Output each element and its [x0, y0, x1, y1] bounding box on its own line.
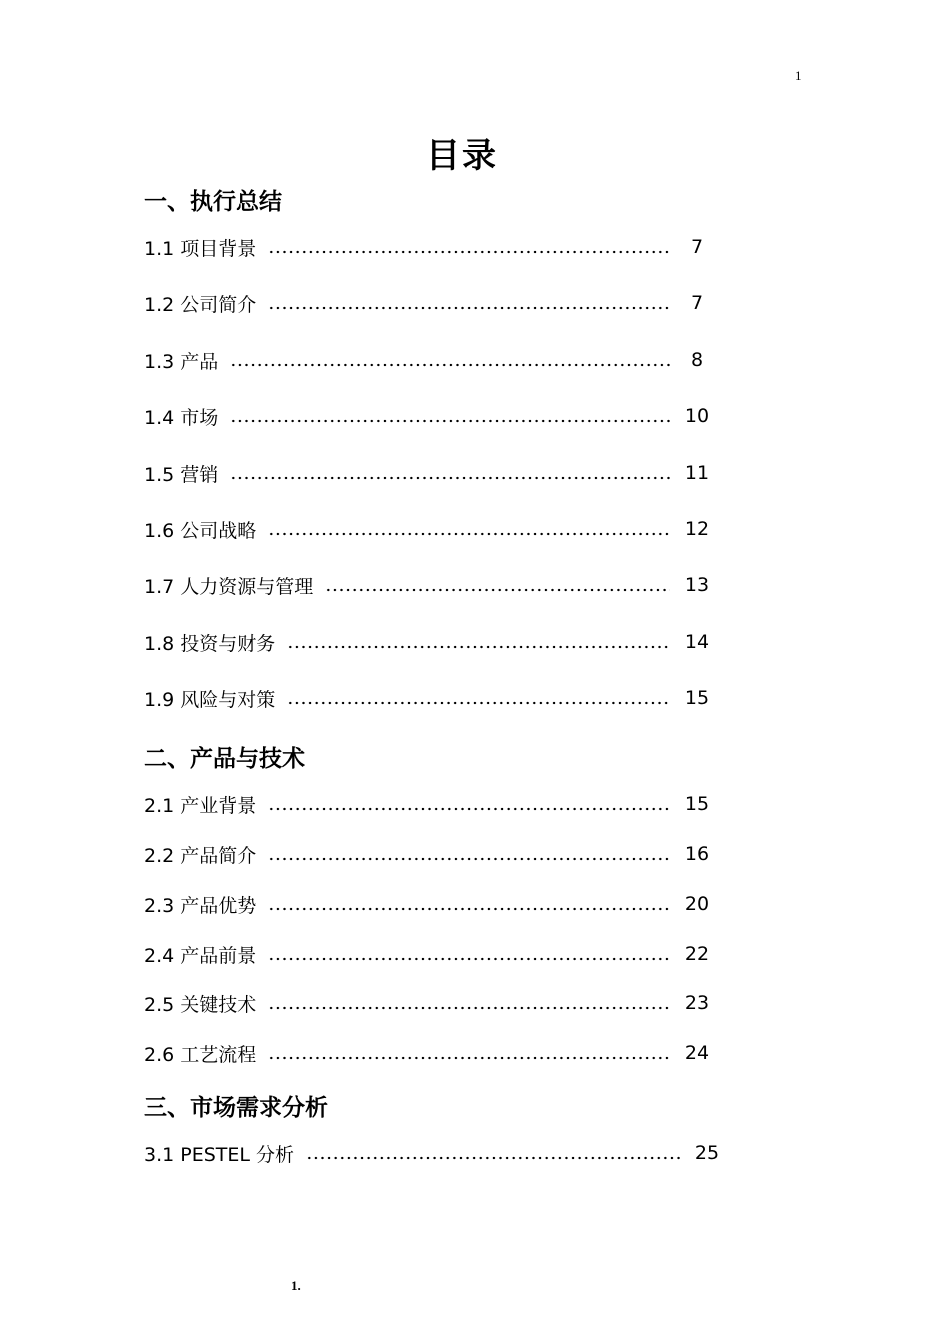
section-heading-executive-summary: 一、执行总结	[144, 189, 282, 215]
toc-entry-label: 1.9 风险与对策	[144, 688, 276, 711]
dot-leader	[268, 1039, 670, 1067]
dot-leader	[268, 989, 670, 1017]
dot-leader	[325, 571, 670, 599]
toc-entry-page: 8	[690, 349, 704, 371]
toc-entry-page: 7	[690, 292, 704, 314]
toc-entry[interactable]	[144, 684, 714, 712]
footer-note: 1.	[291, 1278, 301, 1293]
toc-entry-label: 2.6 工艺流程	[144, 1043, 257, 1066]
toc-entry-label: 1.3 产品	[144, 350, 219, 373]
toc-entry-label: 2.4 产品前景	[144, 944, 257, 967]
dot-leader	[287, 628, 670, 656]
toc-entry[interactable]	[144, 790, 714, 818]
toc-entry[interactable]	[144, 1039, 714, 1067]
toc-entry[interactable]	[144, 402, 714, 430]
toc-entry-page: 13	[684, 574, 710, 596]
toc-entry-label: 2.5 关键技术	[144, 993, 257, 1016]
toc-entry[interactable]	[144, 233, 714, 261]
toc-entry-page: 10	[684, 405, 710, 427]
toc-entry[interactable]	[144, 459, 714, 487]
toc-entry[interactable]	[144, 628, 714, 656]
toc-entry-page: 15	[684, 687, 710, 709]
toc-entry-page: 20	[684, 893, 710, 915]
toc-entry-label: 2.2 产品简介	[144, 844, 257, 867]
toc-entry[interactable]	[144, 890, 714, 918]
toc-entry-page: 24	[684, 1042, 710, 1064]
toc-entry-page: 23	[684, 992, 710, 1014]
toc-entry[interactable]	[144, 840, 714, 868]
dot-leader	[230, 459, 670, 487]
toc-entry-page: 12	[684, 518, 710, 540]
section-heading-product-technology: 二、产品与技术	[144, 746, 305, 772]
toc-entry-label: 1.2 公司简介	[144, 293, 257, 316]
toc-entry-label: 2.1 产业背景	[144, 794, 257, 817]
dot-leader	[287, 684, 670, 712]
toc-entry-label: 1.4 市场	[144, 406, 219, 429]
dot-leader	[268, 890, 670, 918]
toc-entry-page: 25	[694, 1142, 720, 1164]
toc-entry-label: 1.7 人力资源与管理	[144, 575, 314, 598]
toc-entry-page: 11	[684, 462, 710, 484]
toc-entry-label: 1.1 项目背景	[144, 237, 257, 260]
toc-entry-page: 15	[684, 793, 710, 815]
dot-leader	[306, 1139, 680, 1167]
dot-leader	[268, 790, 670, 818]
toc-entry-page: 7	[690, 236, 704, 258]
dot-leader	[268, 940, 670, 968]
toc-entry[interactable]	[144, 515, 714, 543]
toc-entry-label: 1.8 投资与财务	[144, 632, 276, 655]
toc-entry-page: 14	[684, 631, 710, 653]
document-title: 目录	[426, 136, 498, 176]
toc-entry-label: 3.1 PESTEL 分析	[144, 1143, 295, 1166]
toc-entry[interactable]	[144, 940, 714, 968]
dot-leader	[268, 289, 670, 317]
toc-entry-label: 1.6 公司战略	[144, 519, 257, 542]
dot-leader	[268, 840, 670, 868]
toc-entry[interactable]	[144, 289, 714, 317]
dot-leader	[230, 402, 670, 430]
dot-leader	[268, 233, 670, 261]
toc-entry[interactable]	[144, 346, 714, 374]
toc-entry-label: 1.5 营销	[144, 463, 219, 486]
dot-leader	[230, 346, 670, 374]
toc-entry-label: 2.3 产品优势	[144, 894, 257, 917]
dot-leader	[268, 515, 670, 543]
toc-entry[interactable]	[144, 989, 714, 1017]
toc-entry[interactable]	[144, 571, 714, 599]
toc-entry[interactable]	[144, 1139, 724, 1167]
section-heading-market-analysis: 三、市场需求分析	[144, 1095, 328, 1121]
toc-entry-page: 22	[684, 943, 710, 965]
page-number: 1	[795, 68, 802, 83]
toc-entry-page: 16	[684, 843, 710, 865]
